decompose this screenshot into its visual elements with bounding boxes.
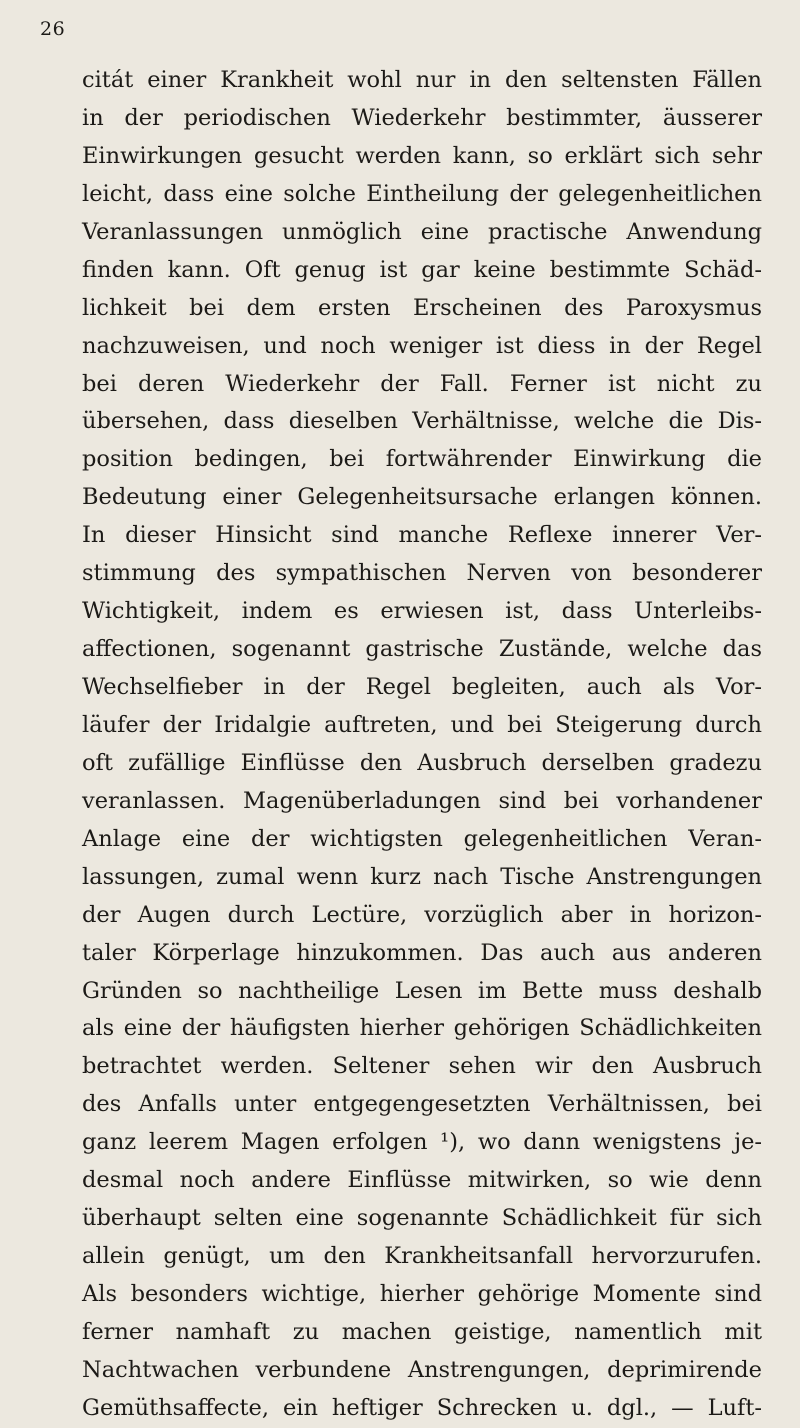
text-line: Bedeutung einer Gelegenheitsursache erlangen können. [82, 484, 762, 511]
text-line: citát einer Krankheit wohl nur in den seltensten Fällen [82, 67, 762, 93]
text-line: Veranlassungen unmöglich eine practische Anwendung [82, 218, 762, 245]
text-line: lichkeit bei dem ersten Erscheinen des Paroxysmus [82, 294, 762, 321]
text-line: oft zufällige Einflüsse den Ausbruch derselben gradezu [82, 749, 762, 776]
text-line: desmal noch andere Einflüsse mitwirken, so wie denn [82, 1167, 762, 1194]
text-line: überhaupt selten eine sogenannte Schädlichkeit für sich [82, 1205, 762, 1232]
text-line: Gemüthsaffecte, ein heftiger Schrecken u. dgl., — Luft- [82, 1394, 762, 1421]
text-line: läufer der Iridalgie auftreten, und bei Steigerung durch [82, 711, 762, 738]
text-line: Anlage eine der wichtigsten gelegenheitlichen Veran- [82, 825, 762, 852]
text-line: Gründen so nachtheilige Lesen im Bette muss deshalb [82, 977, 762, 1004]
text-line: des Anfalls unter entgegengesetzten Verhältnissen, bei [82, 1091, 762, 1118]
body-text [82, 62, 762, 1428]
text-line: betrachtet werden. Seltener sehen wir den Ausbruch [82, 1053, 762, 1080]
page-number: 26 [40, 18, 66, 40]
text-line: als eine der häufigsten hierher gehörigen Schädlichkeiten [82, 1015, 762, 1042]
text-line: lassungen, zumal wenn kurz nach Tische Anstrengungen [82, 863, 762, 890]
text-line: In dieser Hinsicht sind manche Reflexe innerer Ver- [82, 522, 762, 549]
text-line: finden kann. Oft genug ist gar keine bestimmte Schäd- [82, 256, 762, 283]
text-line: ganz leerem Magen erfolgen ¹), wo dann wenigstens je- [82, 1129, 762, 1156]
text-line: Nachtwachen verbundene Anstrengungen, deprimirende [82, 1356, 762, 1383]
text-line: Wechselfieber in der Regel begleiten, auch als Vor- [82, 674, 762, 700]
text-line: veranlassen. Magenüberladungen sind bei vorhandener [82, 787, 762, 814]
text-line: Als besonders wichtige, hierher gehörige Momente sind [82, 1281, 762, 1307]
text-line: in der periodischen Wiederkehr bestimmter, äusserer [82, 104, 762, 131]
text-line: stimmung des sympathischen Nerven von besonderer [82, 560, 762, 587]
text-line: nachzuweisen, und noch weniger ist diess in der Regel [82, 332, 762, 359]
text-line: der Augen durch Lectüre, vorzüglich aber in horizon- [82, 901, 762, 928]
text-line: taler Körperlage hinzukommen. Das auch aus anderen [82, 939, 762, 966]
text-line: position bedingen, bei fortwährender Einwirkung die [82, 446, 762, 473]
text-line: allein genügt, um den Krankheitsanfall hervorzurufen. [82, 1243, 762, 1270]
text-line: Einwirkungen gesucht werden kann, so erklärt sich sehr [82, 142, 762, 169]
text-line: Wichtigkeit, indem es erwiesen ist, dass Unterleibs- [82, 598, 762, 625]
text-line: leicht, dass eine solche Eintheilung der gelegenheitlichen [82, 180, 762, 207]
text-line: affectionen, sogenannt gastrische Zustände, welche das [82, 636, 762, 663]
text-line: übersehen, dass dieselben Verhältnisse, welche die Dis- [82, 408, 762, 435]
text-line: ferner namhaft zu machen geistige, namentlich mit [82, 1318, 762, 1345]
text-line: bei deren Wiederkehr der Fall. Ferner ist nicht zu [82, 370, 762, 397]
